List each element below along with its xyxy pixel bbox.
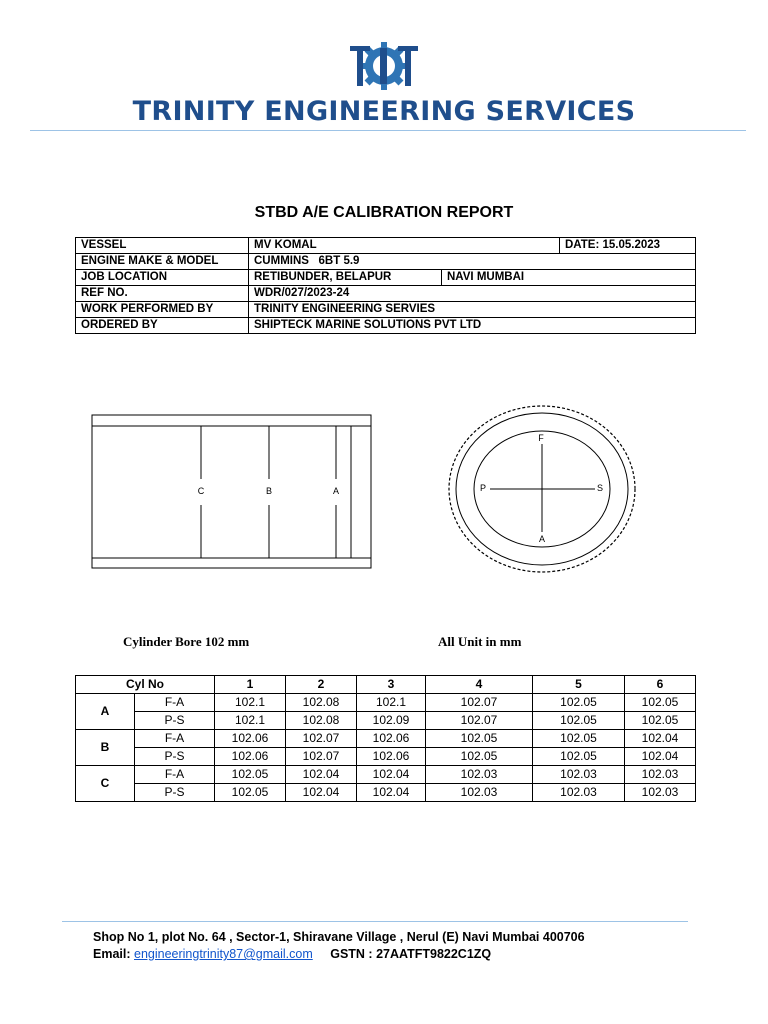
- direction-cell: F-A: [135, 730, 215, 748]
- table-row: [76, 748, 696, 766]
- ref-label: REF NO.: [76, 286, 249, 302]
- header-divider: [30, 130, 746, 131]
- value-cell: 102.04: [625, 730, 696, 748]
- value-cell: 102.04: [625, 748, 696, 766]
- info-row-ordered: [76, 318, 696, 334]
- units-caption: All Unit in mm: [438, 634, 522, 649]
- circle-label-stbd: S: [596, 483, 604, 493]
- value-cell: 102.05: [426, 730, 533, 748]
- value-cell: 102.06: [215, 730, 286, 748]
- value-cell: 102.07: [426, 712, 533, 730]
- value-cell: 102.03: [426, 766, 533, 784]
- table-row: [76, 730, 696, 748]
- cyl-header-5: 5: [533, 676, 625, 694]
- value-cell: 102.08: [286, 712, 357, 730]
- cyl-header-6: 6: [625, 676, 696, 694]
- location-label: JOB LOCATION: [76, 270, 249, 286]
- position-cell: A: [76, 694, 135, 730]
- value-cell: 102.03: [533, 766, 625, 784]
- value-cell: 102.05: [215, 784, 286, 802]
- footer-address: Shop No 1, plot No. 64 , Sector-1, Shiravane Village , Nerul (E) Navi Mumbai 400706: [93, 930, 585, 944]
- cyl-header-2: 2: [286, 676, 357, 694]
- liner-label-a: A: [332, 486, 340, 496]
- footer-contact: [93, 947, 491, 961]
- work-label: WORK PERFORMED BY: [76, 302, 249, 318]
- liner-top-diagram: [445, 402, 639, 576]
- location-city: NAVI MUMBAI: [442, 270, 696, 286]
- cyl-header-1: 1: [215, 676, 286, 694]
- vessel-value: MV KOMAL: [249, 238, 560, 254]
- direction-cell: F-A: [135, 694, 215, 712]
- value-cell: 102.07: [286, 748, 357, 766]
- liner-label-c: C: [197, 486, 205, 496]
- circle-label-port: P: [479, 483, 487, 493]
- value-cell: 102.05: [426, 748, 533, 766]
- table-row: [76, 694, 696, 712]
- value-cell: 102.05: [533, 712, 625, 730]
- liner-side-diagram: [90, 412, 375, 572]
- work-value: TRINITY ENGINEERING SERVIES: [249, 302, 696, 318]
- info-row-engine: [76, 254, 696, 270]
- info-row-location: [76, 270, 696, 286]
- value-cell: 102.05: [625, 712, 696, 730]
- value-cell: 102.04: [286, 784, 357, 802]
- liner-label-b: B: [265, 486, 273, 496]
- location-value: RETIBUNDER, BELAPUR: [249, 270, 442, 286]
- position-cell: C: [76, 766, 135, 802]
- info-table: [75, 237, 696, 334]
- value-cell: 102.05: [533, 730, 625, 748]
- cyl-no-header: Cyl No: [76, 676, 215, 694]
- value-cell: 102.04: [357, 784, 426, 802]
- direction-cell: P-S: [135, 748, 215, 766]
- value-cell: 102.04: [357, 766, 426, 784]
- company-name: TRINITY ENGINEERING SERVICES: [132, 96, 636, 127]
- gear-logo-icon: [346, 40, 422, 92]
- direction-cell: F-A: [135, 766, 215, 784]
- table-row: [76, 712, 696, 730]
- table-row: [76, 784, 696, 802]
- value-cell: 102.1: [215, 712, 286, 730]
- footer-divider: [62, 921, 688, 922]
- value-cell: 102.05: [533, 748, 625, 766]
- email-link[interactable]: engineeringtrinity87@gmail.com: [134, 947, 313, 961]
- value-cell: 102.08: [286, 694, 357, 712]
- circle-label-fore: F: [538, 433, 544, 443]
- table-row: [76, 766, 696, 784]
- value-cell: 102.05: [215, 766, 286, 784]
- gstn-text: GSTN : 27AATFT9822C1ZQ: [330, 947, 492, 961]
- value-cell: 102.03: [625, 766, 696, 784]
- report-date: DATE: 15.05.2023: [560, 238, 696, 254]
- table-header-row: [76, 676, 696, 694]
- value-cell: 102.05: [625, 694, 696, 712]
- vessel-label: VESSEL: [76, 238, 249, 254]
- value-cell: 102.06: [357, 730, 426, 748]
- value-cell: 102.03: [533, 784, 625, 802]
- value-cell: 102.07: [426, 694, 533, 712]
- direction-cell: P-S: [135, 784, 215, 802]
- cyl-header-4: 4: [426, 676, 533, 694]
- value-cell: 102.07: [286, 730, 357, 748]
- info-row-work: [76, 302, 696, 318]
- direction-cell: P-S: [135, 712, 215, 730]
- info-row-ref: [76, 286, 696, 302]
- info-row-vessel: [76, 238, 696, 254]
- position-cell: B: [76, 730, 135, 766]
- value-cell: 102.09: [357, 712, 426, 730]
- value-cell: 102.03: [625, 784, 696, 802]
- ordered-label: ORDERED BY: [76, 318, 249, 334]
- calibration-table: [75, 675, 696, 802]
- engine-label: ENGINE MAKE & MODEL: [76, 254, 249, 270]
- ref-value: WDR/027/2023-24: [249, 286, 696, 302]
- circle-label-aft: A: [538, 534, 546, 544]
- value-cell: 102.06: [215, 748, 286, 766]
- report-title: STBD A/E CALIBRATION REPORT: [254, 204, 514, 221]
- value-cell: 102.06: [357, 748, 426, 766]
- cyl-header-3: 3: [357, 676, 426, 694]
- bore-caption: Cylinder Bore 102 mm: [123, 634, 250, 649]
- value-cell: 102.1: [215, 694, 286, 712]
- value-cell: 102.03: [426, 784, 533, 802]
- value-cell: 102.04: [286, 766, 357, 784]
- value-cell: 102.1: [357, 694, 426, 712]
- email-label: Email:: [93, 947, 131, 961]
- value-cell: 102.05: [533, 694, 625, 712]
- ordered-value: SHIPTECK MARINE SOLUTIONS PVT LTD: [249, 318, 696, 334]
- engine-value: CUMMINS 6BT 5.9: [249, 254, 696, 270]
